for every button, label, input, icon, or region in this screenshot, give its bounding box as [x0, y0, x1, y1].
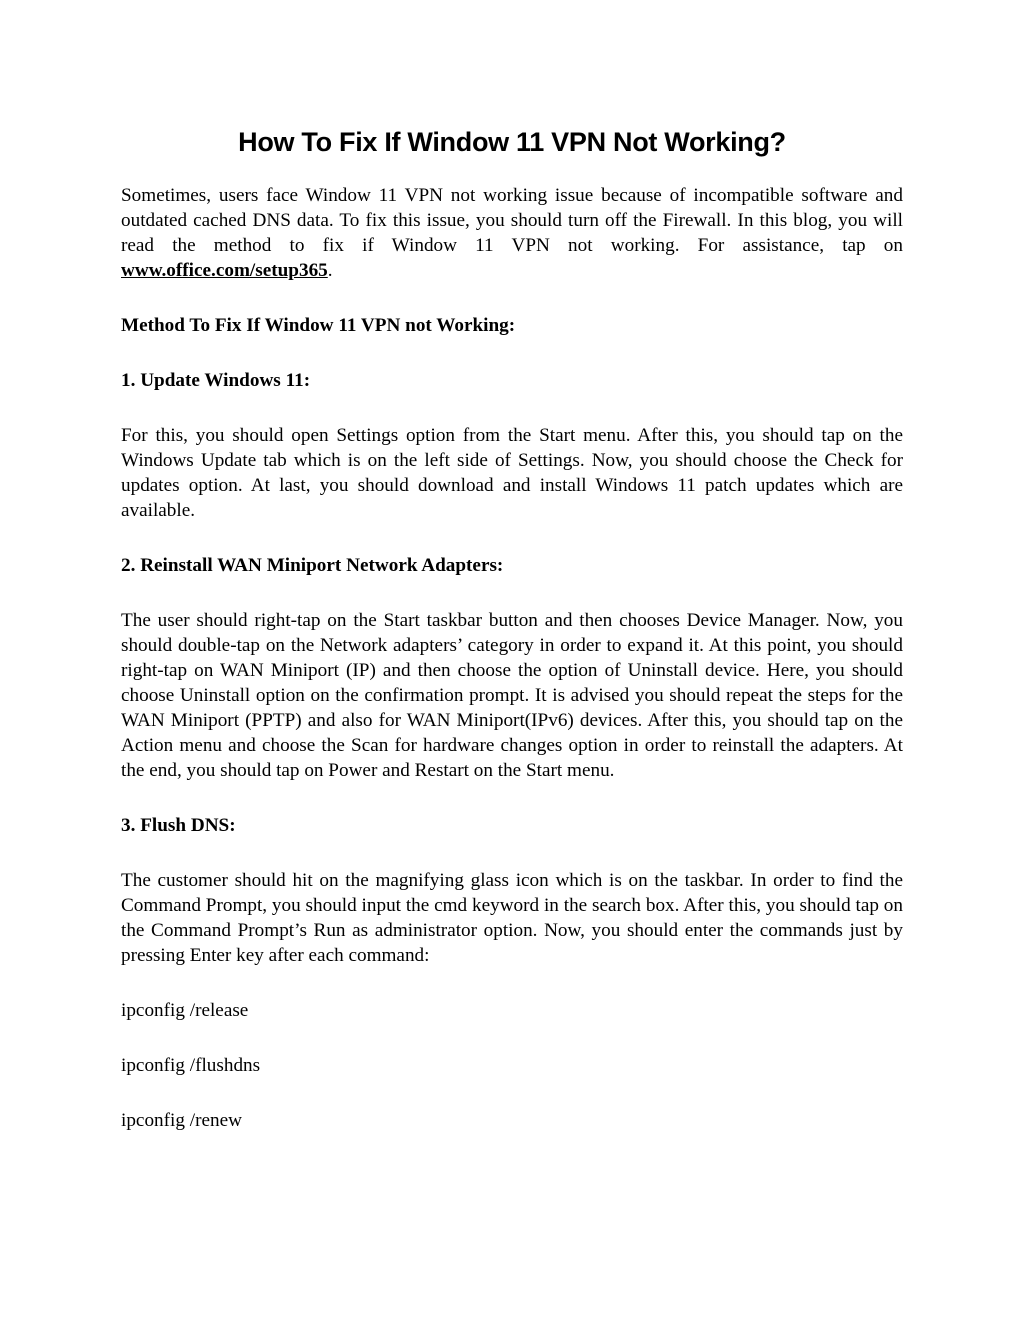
intro-text: Sometimes, users face Window 11 VPN not working issue because of incompatible software and outdated cached DNS data. To fix this issue, you should turn off the Firewall. In this blog, you will read the method to fix if Window 11 VPN not working. For assistance, tap on [121, 185, 903, 256]
section-heading-flush-dns: 3. Flush DNS: [121, 815, 236, 836]
section-heading-update: 1. Update Windows 11: [121, 370, 311, 391]
intro-paragraph [121, 183, 903, 283]
section-body-reinstall: The user should right-tap on the Start taskbar button and then chooses Device Manager. Now, you should double-tap on the Network adapters’ category in order to expand it. At this point, you should right-tap on WAN Miniport (IP) and then choose the option of Uninstall device. Here, you should choose Uninstall option on the confirmation prompt. It is advised you should repeat the steps for the WAN Miniport (PPTP) and also for WAN Miniport(IPv6) devices. After this, you should tap on the Action menu and choose the Scan for hardware changes option in order to reinstall the adapters. At the end, you should tap on Power and Restart on the Start menu. [121, 610, 903, 781]
document-body [121, 183, 903, 1133]
setup-link[interactable]: www.office.com/setup365 [121, 260, 328, 281]
method-heading: Method To Fix If Window 11 VPN not Working: [121, 315, 516, 336]
command-line: ipconfig /flushdns [121, 1055, 261, 1076]
section-body-update: For this, you should open Settings option from the Start menu. After this, you should tap on the Windows Update tab which is on the left side of Settings. Now, you should choose the Check for updates option. At last, you should download and install Windows 11 patch updates which are available. [121, 425, 903, 521]
intro-text-end: . [327, 260, 333, 281]
section-body-flush-dns: The customer should hit on the magnifying glass icon which is on the taskbar. In order to find the Command Prompt, you should input the cmd keyword in the search box. After this, you should tap on the Command Prompt’s Run as administrator option. Now, you should enter the commands just by pressing Enter key after each command: [121, 870, 903, 966]
section-heading-reinstall: 2. Reinstall WAN Miniport Network Adapters: [121, 555, 504, 576]
command-line: ipconfig /release [121, 1000, 249, 1021]
document-title: How To Fix If Window 11 VPN Not Working? [238, 127, 786, 157]
command-line: ipconfig /renew [121, 1110, 242, 1131]
